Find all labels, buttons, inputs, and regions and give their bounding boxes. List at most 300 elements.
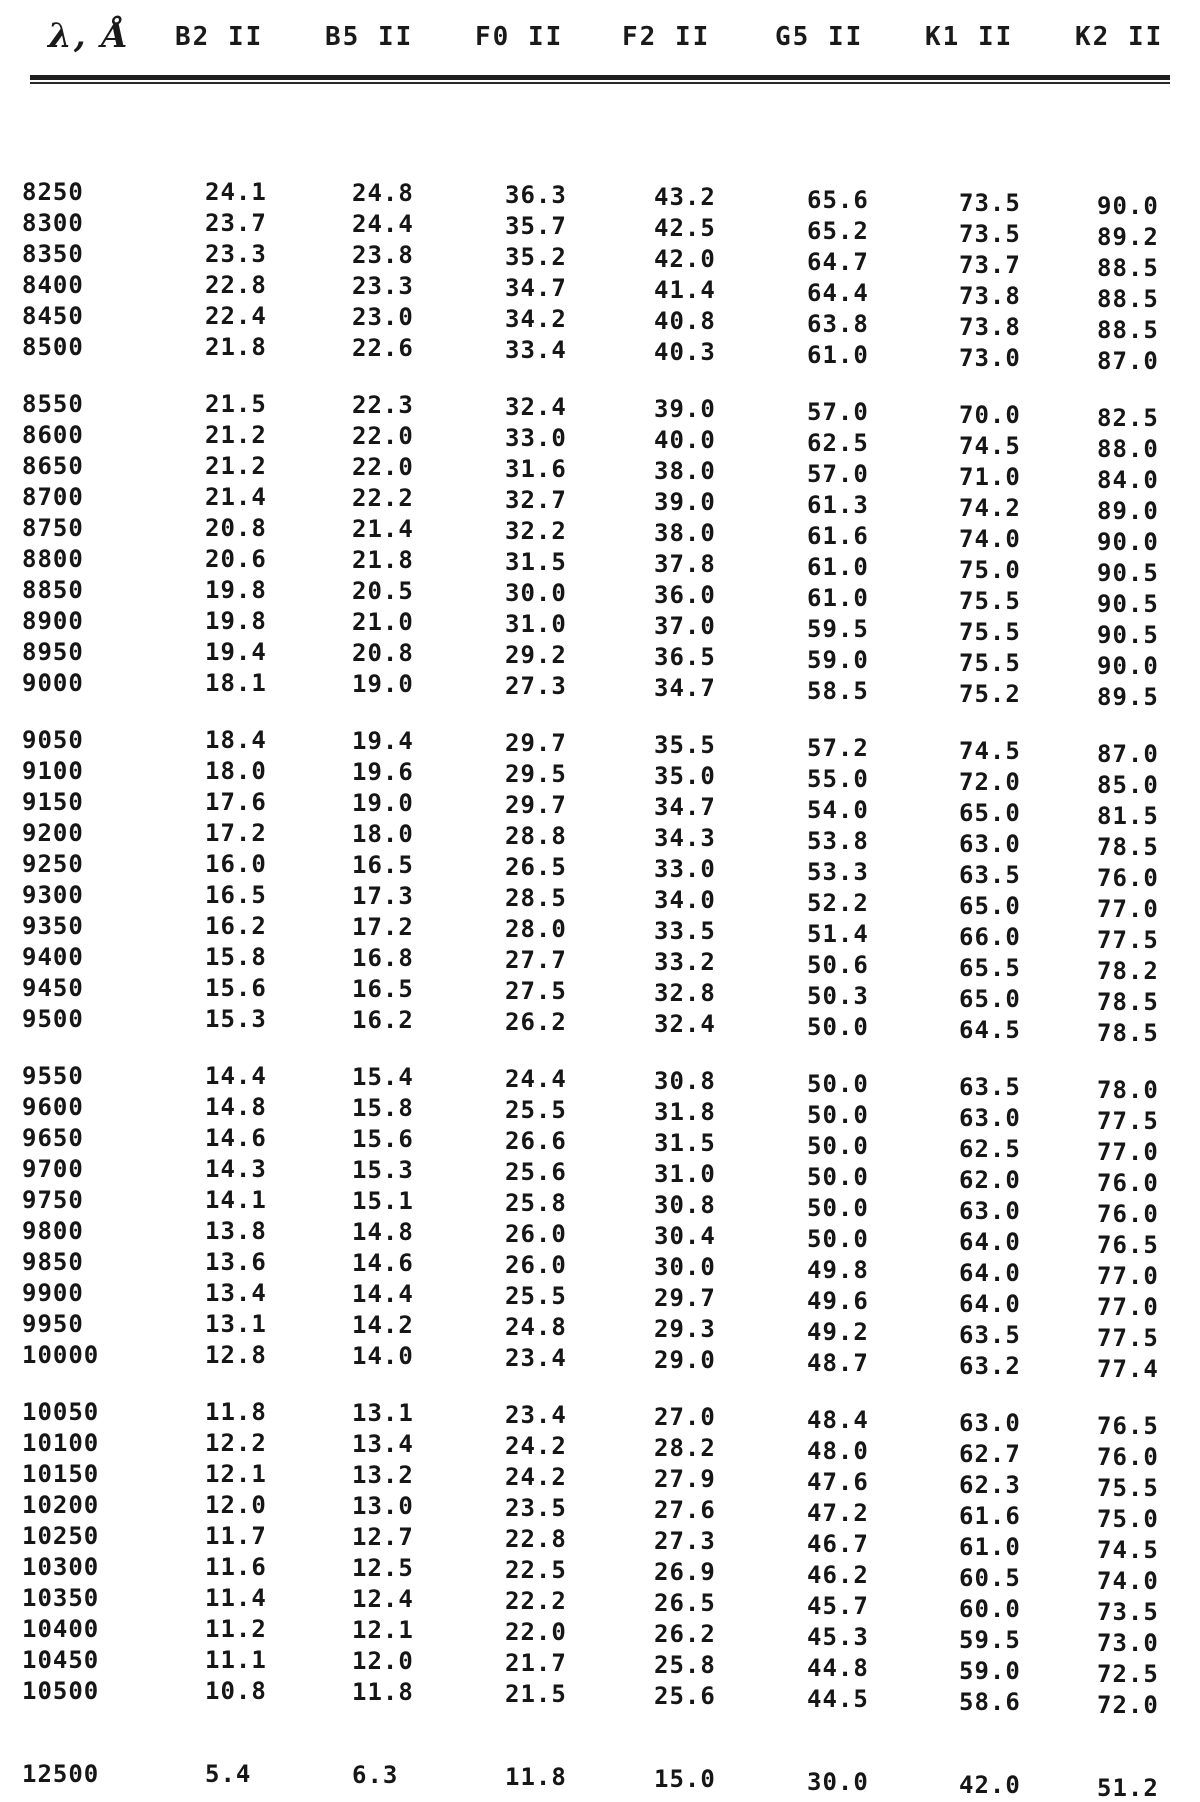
k1-cell: 62.0 bbox=[959, 1166, 1021, 1194]
f2-cell: 25.8 bbox=[654, 1651, 716, 1679]
table-row bbox=[0, 726, 1200, 768]
table-row bbox=[0, 1124, 1200, 1166]
f2-cell: 38.0 bbox=[654, 519, 716, 547]
table-row bbox=[0, 638, 1200, 680]
f2-cell: 26.2 bbox=[654, 1620, 716, 1648]
g5-cell: 55.0 bbox=[807, 765, 869, 793]
b5-cell: 12.7 bbox=[352, 1523, 414, 1551]
k2-cell: 77.0 bbox=[1097, 1293, 1159, 1321]
f2-cell: 39.0 bbox=[654, 488, 716, 516]
f0-cell: 24.8 bbox=[505, 1313, 567, 1341]
b2-cell: 23.3 bbox=[205, 240, 267, 268]
k1-cell: 62.7 bbox=[959, 1440, 1021, 1468]
b2-cell: 12.1 bbox=[205, 1460, 267, 1488]
k1-cell: 64.5 bbox=[959, 1016, 1021, 1044]
k2-cell: 84.0 bbox=[1097, 466, 1159, 494]
f2-cell: 33.5 bbox=[654, 917, 716, 945]
b5-cell: 15.3 bbox=[352, 1156, 414, 1184]
b5-cell: 20.5 bbox=[352, 577, 414, 605]
f2-cell: 30.4 bbox=[654, 1222, 716, 1250]
g5-cell: 45.7 bbox=[807, 1592, 869, 1620]
header-rule-thin bbox=[30, 82, 1170, 84]
k1-cell: 63.0 bbox=[959, 1409, 1021, 1437]
wavelength-cell: 9800 bbox=[22, 1217, 84, 1245]
f0-cell: 32.2 bbox=[505, 517, 567, 545]
f2-cell: 29.7 bbox=[654, 1284, 716, 1312]
b2-cell: 11.6 bbox=[205, 1553, 267, 1581]
wavelength-cell: 9200 bbox=[22, 819, 84, 847]
k2-cell: 76.5 bbox=[1097, 1231, 1159, 1259]
k2-cell: 89.2 bbox=[1097, 223, 1159, 251]
f2-cell: 33.0 bbox=[654, 855, 716, 883]
table-row bbox=[0, 788, 1200, 830]
wavelength-cell: 10350 bbox=[22, 1584, 100, 1612]
f2-cell: 34.0 bbox=[654, 886, 716, 914]
f0-cell: 29.7 bbox=[505, 729, 567, 757]
wavelength-cell: 8450 bbox=[22, 302, 84, 330]
k1-cell: 72.0 bbox=[959, 768, 1021, 796]
b5-cell: 22.3 bbox=[352, 391, 414, 419]
wavelength-cell: 9500 bbox=[22, 1005, 84, 1033]
g5-cell: 53.3 bbox=[807, 858, 869, 886]
table-row bbox=[0, 390, 1200, 432]
table-row bbox=[0, 974, 1200, 1016]
f2-cell: 27.9 bbox=[654, 1465, 716, 1493]
b5-cell: 22.0 bbox=[352, 422, 414, 450]
g5-cell: 52.2 bbox=[807, 889, 869, 917]
b5-cell: 20.8 bbox=[352, 639, 414, 667]
b5-cell: 23.8 bbox=[352, 241, 414, 269]
k1-cell: 74.0 bbox=[959, 525, 1021, 553]
k1-cell: 63.5 bbox=[959, 1073, 1021, 1101]
f2-cell: 39.0 bbox=[654, 395, 716, 423]
f2-cell: 35.5 bbox=[654, 731, 716, 759]
table-row bbox=[0, 1155, 1200, 1197]
k2-cell: 51.2 bbox=[1097, 1774, 1159, 1802]
b5-cell: 18.0 bbox=[352, 820, 414, 848]
f0-cell: 31.6 bbox=[505, 455, 567, 483]
f0-cell: 22.8 bbox=[505, 1525, 567, 1553]
g5-cell: 65.2 bbox=[807, 217, 869, 245]
k2-cell: 77.0 bbox=[1097, 1138, 1159, 1166]
k2-cell: 76.0 bbox=[1097, 1443, 1159, 1471]
b2-cell: 18.4 bbox=[205, 726, 267, 754]
b5-cell: 13.1 bbox=[352, 1399, 414, 1427]
wavelength-cell: 9050 bbox=[22, 726, 84, 754]
wavelength-cell: 9250 bbox=[22, 850, 84, 878]
f2-cell: 28.2 bbox=[654, 1434, 716, 1462]
wavelength-cell: 9950 bbox=[22, 1310, 84, 1338]
k2-cell: 88.5 bbox=[1097, 254, 1159, 282]
k2-cell: 72.5 bbox=[1097, 1660, 1159, 1688]
k2-cell: 90.5 bbox=[1097, 621, 1159, 649]
k2-cell: 78.5 bbox=[1097, 833, 1159, 861]
k2-cell: 85.0 bbox=[1097, 771, 1159, 799]
wavelength-cell: 8650 bbox=[22, 452, 84, 480]
table-row bbox=[0, 483, 1200, 525]
wavelength-cell: 8500 bbox=[22, 333, 84, 361]
k2-cell: 88.0 bbox=[1097, 435, 1159, 463]
f0-cell: 29.7 bbox=[505, 791, 567, 819]
g5-cell: 50.6 bbox=[807, 951, 869, 979]
wavelength-cell: 10150 bbox=[22, 1460, 100, 1488]
k2-cell: 90.5 bbox=[1097, 590, 1159, 618]
table-row bbox=[0, 607, 1200, 649]
k1-cell: 63.5 bbox=[959, 861, 1021, 889]
b2-cell: 19.8 bbox=[205, 576, 267, 604]
row-group bbox=[0, 390, 1200, 711]
b5-cell: 12.0 bbox=[352, 1647, 414, 1675]
b2-cell: 11.1 bbox=[205, 1646, 267, 1674]
table-row bbox=[0, 943, 1200, 985]
k1-cell: 62.5 bbox=[959, 1135, 1021, 1163]
b2-cell: 10.8 bbox=[205, 1677, 267, 1705]
f0-cell: 21.7 bbox=[505, 1649, 567, 1677]
k1-cell: 75.2 bbox=[959, 680, 1021, 708]
f2-cell: 36.0 bbox=[654, 581, 716, 609]
table-row bbox=[0, 1615, 1200, 1657]
b2-cell: 17.2 bbox=[205, 819, 267, 847]
header-rule-thick bbox=[30, 75, 1170, 80]
b5-cell: 22.2 bbox=[352, 484, 414, 512]
g5-cell: 44.8 bbox=[807, 1654, 869, 1682]
k1-cell: 63.2 bbox=[959, 1352, 1021, 1380]
f0-cell: 11.8 bbox=[505, 1763, 567, 1791]
b2-cell: 21.2 bbox=[205, 421, 267, 449]
g5-cell: 61.3 bbox=[807, 491, 869, 519]
g5-cell: 45.3 bbox=[807, 1623, 869, 1651]
b2-cell: 14.1 bbox=[205, 1186, 267, 1214]
header-wavelength: λ, Å bbox=[48, 16, 130, 56]
k2-cell: 74.0 bbox=[1097, 1567, 1159, 1595]
g5-cell: 64.7 bbox=[807, 248, 869, 276]
b5-cell: 13.2 bbox=[352, 1461, 414, 1489]
k2-cell: 77.5 bbox=[1097, 926, 1159, 954]
k1-cell: 73.0 bbox=[959, 344, 1021, 372]
k2-cell: 78.5 bbox=[1097, 988, 1159, 1016]
f2-cell: 34.7 bbox=[654, 674, 716, 702]
b5-cell: 15.8 bbox=[352, 1094, 414, 1122]
k2-cell: 90.5 bbox=[1097, 559, 1159, 587]
f0-cell: 22.5 bbox=[505, 1556, 567, 1584]
g5-cell: 54.0 bbox=[807, 796, 869, 824]
g5-cell: 46.7 bbox=[807, 1530, 869, 1558]
f0-cell: 33.4 bbox=[505, 336, 567, 364]
f0-cell: 26.5 bbox=[505, 853, 567, 881]
k2-cell: 90.0 bbox=[1097, 528, 1159, 556]
k2-cell: 77.5 bbox=[1097, 1107, 1159, 1135]
f0-cell: 28.0 bbox=[505, 915, 567, 943]
f0-cell: 28.5 bbox=[505, 884, 567, 912]
f2-cell: 42.0 bbox=[654, 245, 716, 273]
f0-cell: 26.6 bbox=[505, 1127, 567, 1155]
f2-cell: 34.7 bbox=[654, 793, 716, 821]
table-row bbox=[0, 881, 1200, 923]
b2-cell: 13.1 bbox=[205, 1310, 267, 1338]
k1-cell: 75.5 bbox=[959, 618, 1021, 646]
b5-cell: 12.4 bbox=[352, 1585, 414, 1613]
b2-cell: 22.8 bbox=[205, 271, 267, 299]
b5-cell: 23.0 bbox=[352, 303, 414, 331]
g5-cell: 49.6 bbox=[807, 1287, 869, 1315]
b2-cell: 14.6 bbox=[205, 1124, 267, 1152]
wavelength-cell: 9700 bbox=[22, 1155, 84, 1183]
k2-cell: 78.5 bbox=[1097, 1019, 1159, 1047]
table-row bbox=[0, 209, 1200, 251]
f0-cell: 32.4 bbox=[505, 393, 567, 421]
g5-cell: 64.4 bbox=[807, 279, 869, 307]
b2-cell: 15.6 bbox=[205, 974, 267, 1002]
b2-cell: 15.3 bbox=[205, 1005, 267, 1033]
f2-cell: 38.0 bbox=[654, 457, 716, 485]
table-row bbox=[0, 1248, 1200, 1290]
b5-cell: 12.1 bbox=[352, 1616, 414, 1644]
b5-cell: 19.4 bbox=[352, 727, 414, 755]
wavelength-cell: 12500 bbox=[22, 1760, 100, 1788]
k1-cell: 65.0 bbox=[959, 892, 1021, 920]
table-row bbox=[0, 1553, 1200, 1595]
b2-cell: 11.8 bbox=[205, 1398, 267, 1426]
k1-cell: 61.0 bbox=[959, 1533, 1021, 1561]
f2-cell: 41.4 bbox=[654, 276, 716, 304]
g5-cell: 65.6 bbox=[807, 186, 869, 214]
table-row bbox=[0, 1341, 1200, 1383]
k2-cell: 87.0 bbox=[1097, 347, 1159, 375]
k1-cell: 73.5 bbox=[959, 220, 1021, 248]
f0-cell: 22.2 bbox=[505, 1587, 567, 1615]
wavelength-cell: 9100 bbox=[22, 757, 84, 785]
g5-cell: 59.0 bbox=[807, 646, 869, 674]
f2-cell: 34.3 bbox=[654, 824, 716, 852]
k2-cell: 89.0 bbox=[1097, 497, 1159, 525]
wavelength-cell: 8250 bbox=[22, 178, 84, 206]
b2-cell: 21.8 bbox=[205, 333, 267, 361]
k2-cell: 77.5 bbox=[1097, 1324, 1159, 1352]
wavelength-cell: 10100 bbox=[22, 1429, 100, 1457]
b2-cell: 11.4 bbox=[205, 1584, 267, 1612]
k1-cell: 63.0 bbox=[959, 1104, 1021, 1132]
f0-cell: 29.2 bbox=[505, 641, 567, 669]
table-row bbox=[0, 1646, 1200, 1688]
k2-cell: 73.5 bbox=[1097, 1598, 1159, 1626]
k1-cell: 66.0 bbox=[959, 923, 1021, 951]
wavelength-cell: 8700 bbox=[22, 483, 84, 511]
row-group bbox=[0, 726, 1200, 1047]
f0-cell: 26.2 bbox=[505, 1008, 567, 1036]
header-f0: F0 II bbox=[475, 22, 564, 52]
b2-cell: 14.3 bbox=[205, 1155, 267, 1183]
g5-cell: 61.0 bbox=[807, 341, 869, 369]
b2-cell: 16.2 bbox=[205, 912, 267, 940]
k2-cell: 90.0 bbox=[1097, 652, 1159, 680]
g5-cell: 50.0 bbox=[807, 1132, 869, 1160]
b2-cell: 16.5 bbox=[205, 881, 267, 909]
f0-cell: 23.4 bbox=[505, 1401, 567, 1429]
f0-cell: 27.3 bbox=[505, 672, 567, 700]
f2-cell: 32.4 bbox=[654, 1010, 716, 1038]
table-row bbox=[0, 452, 1200, 494]
g5-cell: 50.3 bbox=[807, 982, 869, 1010]
f2-cell: 31.0 bbox=[654, 1160, 716, 1188]
row-group bbox=[0, 1062, 1200, 1383]
header-g5: G5 II bbox=[775, 22, 864, 52]
f0-cell: 25.6 bbox=[505, 1158, 567, 1186]
b2-cell: 5.4 bbox=[205, 1760, 252, 1788]
f2-cell: 40.3 bbox=[654, 338, 716, 366]
b5-cell: 15.6 bbox=[352, 1125, 414, 1153]
f2-cell: 43.2 bbox=[654, 183, 716, 211]
table-row bbox=[0, 757, 1200, 799]
f0-cell: 33.0 bbox=[505, 424, 567, 452]
wavelength-cell: 9900 bbox=[22, 1279, 84, 1307]
header-f2: F2 II bbox=[622, 22, 711, 52]
b5-cell: 15.1 bbox=[352, 1187, 414, 1215]
wavelength-cell: 9750 bbox=[22, 1186, 84, 1214]
f0-cell: 29.5 bbox=[505, 760, 567, 788]
wavelength-cell: 10450 bbox=[22, 1646, 100, 1674]
b5-cell: 24.8 bbox=[352, 179, 414, 207]
g5-cell: 58.5 bbox=[807, 677, 869, 705]
f0-cell: 27.5 bbox=[505, 977, 567, 1005]
f0-cell: 35.7 bbox=[505, 212, 567, 240]
f0-cell: 22.0 bbox=[505, 1618, 567, 1646]
b5-cell: 22.6 bbox=[352, 334, 414, 362]
f0-cell: 27.7 bbox=[505, 946, 567, 974]
f2-cell: 25.6 bbox=[654, 1682, 716, 1710]
k2-cell: 77.4 bbox=[1097, 1355, 1159, 1383]
k1-cell: 75.5 bbox=[959, 587, 1021, 615]
table-row bbox=[0, 514, 1200, 556]
b2-cell: 13.6 bbox=[205, 1248, 267, 1276]
table-row bbox=[0, 1491, 1200, 1533]
wavelength-cell: 9300 bbox=[22, 881, 84, 909]
f2-cell: 32.8 bbox=[654, 979, 716, 1007]
table-row bbox=[0, 576, 1200, 618]
k2-cell: 77.0 bbox=[1097, 1262, 1159, 1290]
f2-cell: 33.2 bbox=[654, 948, 716, 976]
wavelength-cell: 9400 bbox=[22, 943, 84, 971]
f2-cell: 31.8 bbox=[654, 1098, 716, 1126]
table-row bbox=[0, 1584, 1200, 1626]
k1-cell: 73.8 bbox=[959, 282, 1021, 310]
g5-cell: 63.8 bbox=[807, 310, 869, 338]
k1-cell: 73.8 bbox=[959, 313, 1021, 341]
f2-cell: 37.0 bbox=[654, 612, 716, 640]
f0-cell: 24.2 bbox=[505, 1463, 567, 1491]
g5-cell: 48.7 bbox=[807, 1349, 869, 1377]
k1-cell: 65.0 bbox=[959, 985, 1021, 1013]
f2-cell: 36.5 bbox=[654, 643, 716, 671]
b5-cell: 14.2 bbox=[352, 1311, 414, 1339]
f0-cell: 36.3 bbox=[505, 181, 567, 209]
g5-cell: 57.2 bbox=[807, 734, 869, 762]
k2-cell: 76.0 bbox=[1097, 1200, 1159, 1228]
f2-cell: 27.0 bbox=[654, 1403, 716, 1431]
table-row bbox=[0, 1005, 1200, 1047]
k2-cell: 90.0 bbox=[1097, 192, 1159, 220]
b5-cell: 14.4 bbox=[352, 1280, 414, 1308]
g5-cell: 62.5 bbox=[807, 429, 869, 457]
wavelength-cell: 10500 bbox=[22, 1677, 100, 1705]
wavelength-cell: 8750 bbox=[22, 514, 84, 542]
wavelength-cell: 9450 bbox=[22, 974, 84, 1002]
k1-cell: 58.6 bbox=[959, 1688, 1021, 1716]
k1-cell: 65.5 bbox=[959, 954, 1021, 982]
table-row bbox=[0, 1310, 1200, 1352]
g5-cell: 47.2 bbox=[807, 1499, 869, 1527]
table-row bbox=[0, 1279, 1200, 1321]
b5-cell: 17.2 bbox=[352, 913, 414, 941]
b2-cell: 18.1 bbox=[205, 669, 267, 697]
row-group bbox=[0, 178, 1200, 375]
g5-cell: 44.5 bbox=[807, 1685, 869, 1713]
f0-cell: 21.5 bbox=[505, 1680, 567, 1708]
k1-cell: 63.5 bbox=[959, 1321, 1021, 1349]
wavelength-cell: 9550 bbox=[22, 1062, 84, 1090]
k1-cell: 73.5 bbox=[959, 189, 1021, 217]
f0-cell: 28.8 bbox=[505, 822, 567, 850]
b5-cell: 19.0 bbox=[352, 789, 414, 817]
b2-cell: 17.6 bbox=[205, 788, 267, 816]
f2-cell: 26.9 bbox=[654, 1558, 716, 1586]
b5-cell: 12.5 bbox=[352, 1554, 414, 1582]
b5-cell: 14.6 bbox=[352, 1249, 414, 1277]
g5-cell: 50.0 bbox=[807, 1013, 869, 1041]
k2-cell: 87.0 bbox=[1097, 740, 1159, 768]
b5-cell: 21.4 bbox=[352, 515, 414, 543]
table-row bbox=[0, 1398, 1200, 1440]
header-b5: B5 II bbox=[325, 22, 414, 52]
wavelength-cell: 8950 bbox=[22, 638, 84, 666]
g5-cell: 47.6 bbox=[807, 1468, 869, 1496]
b2-cell: 21.2 bbox=[205, 452, 267, 480]
f2-cell: 40.8 bbox=[654, 307, 716, 335]
wavelength-cell: 10300 bbox=[22, 1553, 100, 1581]
header-k1: K1 II bbox=[925, 22, 1014, 52]
f0-cell: 23.5 bbox=[505, 1494, 567, 1522]
wavelength-cell: 10050 bbox=[22, 1398, 100, 1426]
k2-cell: 76.0 bbox=[1097, 864, 1159, 892]
k1-cell: 74.5 bbox=[959, 737, 1021, 765]
g5-cell: 48.0 bbox=[807, 1437, 869, 1465]
b2-cell: 21.5 bbox=[205, 390, 267, 418]
row-group bbox=[0, 1398, 1200, 1719]
f2-cell: 26.5 bbox=[654, 1589, 716, 1617]
b5-cell: 16.2 bbox=[352, 1006, 414, 1034]
k2-cell: 81.5 bbox=[1097, 802, 1159, 830]
k2-cell: 72.0 bbox=[1097, 1691, 1159, 1719]
k2-cell: 75.0 bbox=[1097, 1505, 1159, 1533]
f0-cell: 34.7 bbox=[505, 274, 567, 302]
f0-cell: 25.5 bbox=[505, 1282, 567, 1310]
k1-cell: 74.5 bbox=[959, 432, 1021, 460]
table-row bbox=[0, 669, 1200, 711]
f2-cell: 27.3 bbox=[654, 1527, 716, 1555]
f2-cell: 30.0 bbox=[654, 1253, 716, 1281]
wavelength-cell: 10250 bbox=[22, 1522, 100, 1550]
f2-cell: 29.0 bbox=[654, 1346, 716, 1374]
b2-cell: 12.8 bbox=[205, 1341, 267, 1369]
b2-cell: 19.8 bbox=[205, 607, 267, 635]
k1-cell: 70.0 bbox=[959, 401, 1021, 429]
b5-cell: 22.0 bbox=[352, 453, 414, 481]
f0-cell: 31.5 bbox=[505, 548, 567, 576]
g5-cell: 50.0 bbox=[807, 1163, 869, 1191]
b5-cell: 15.4 bbox=[352, 1063, 414, 1091]
b5-cell: 11.8 bbox=[352, 1678, 414, 1706]
k1-cell: 64.0 bbox=[959, 1259, 1021, 1287]
b5-cell: 19.6 bbox=[352, 758, 414, 786]
